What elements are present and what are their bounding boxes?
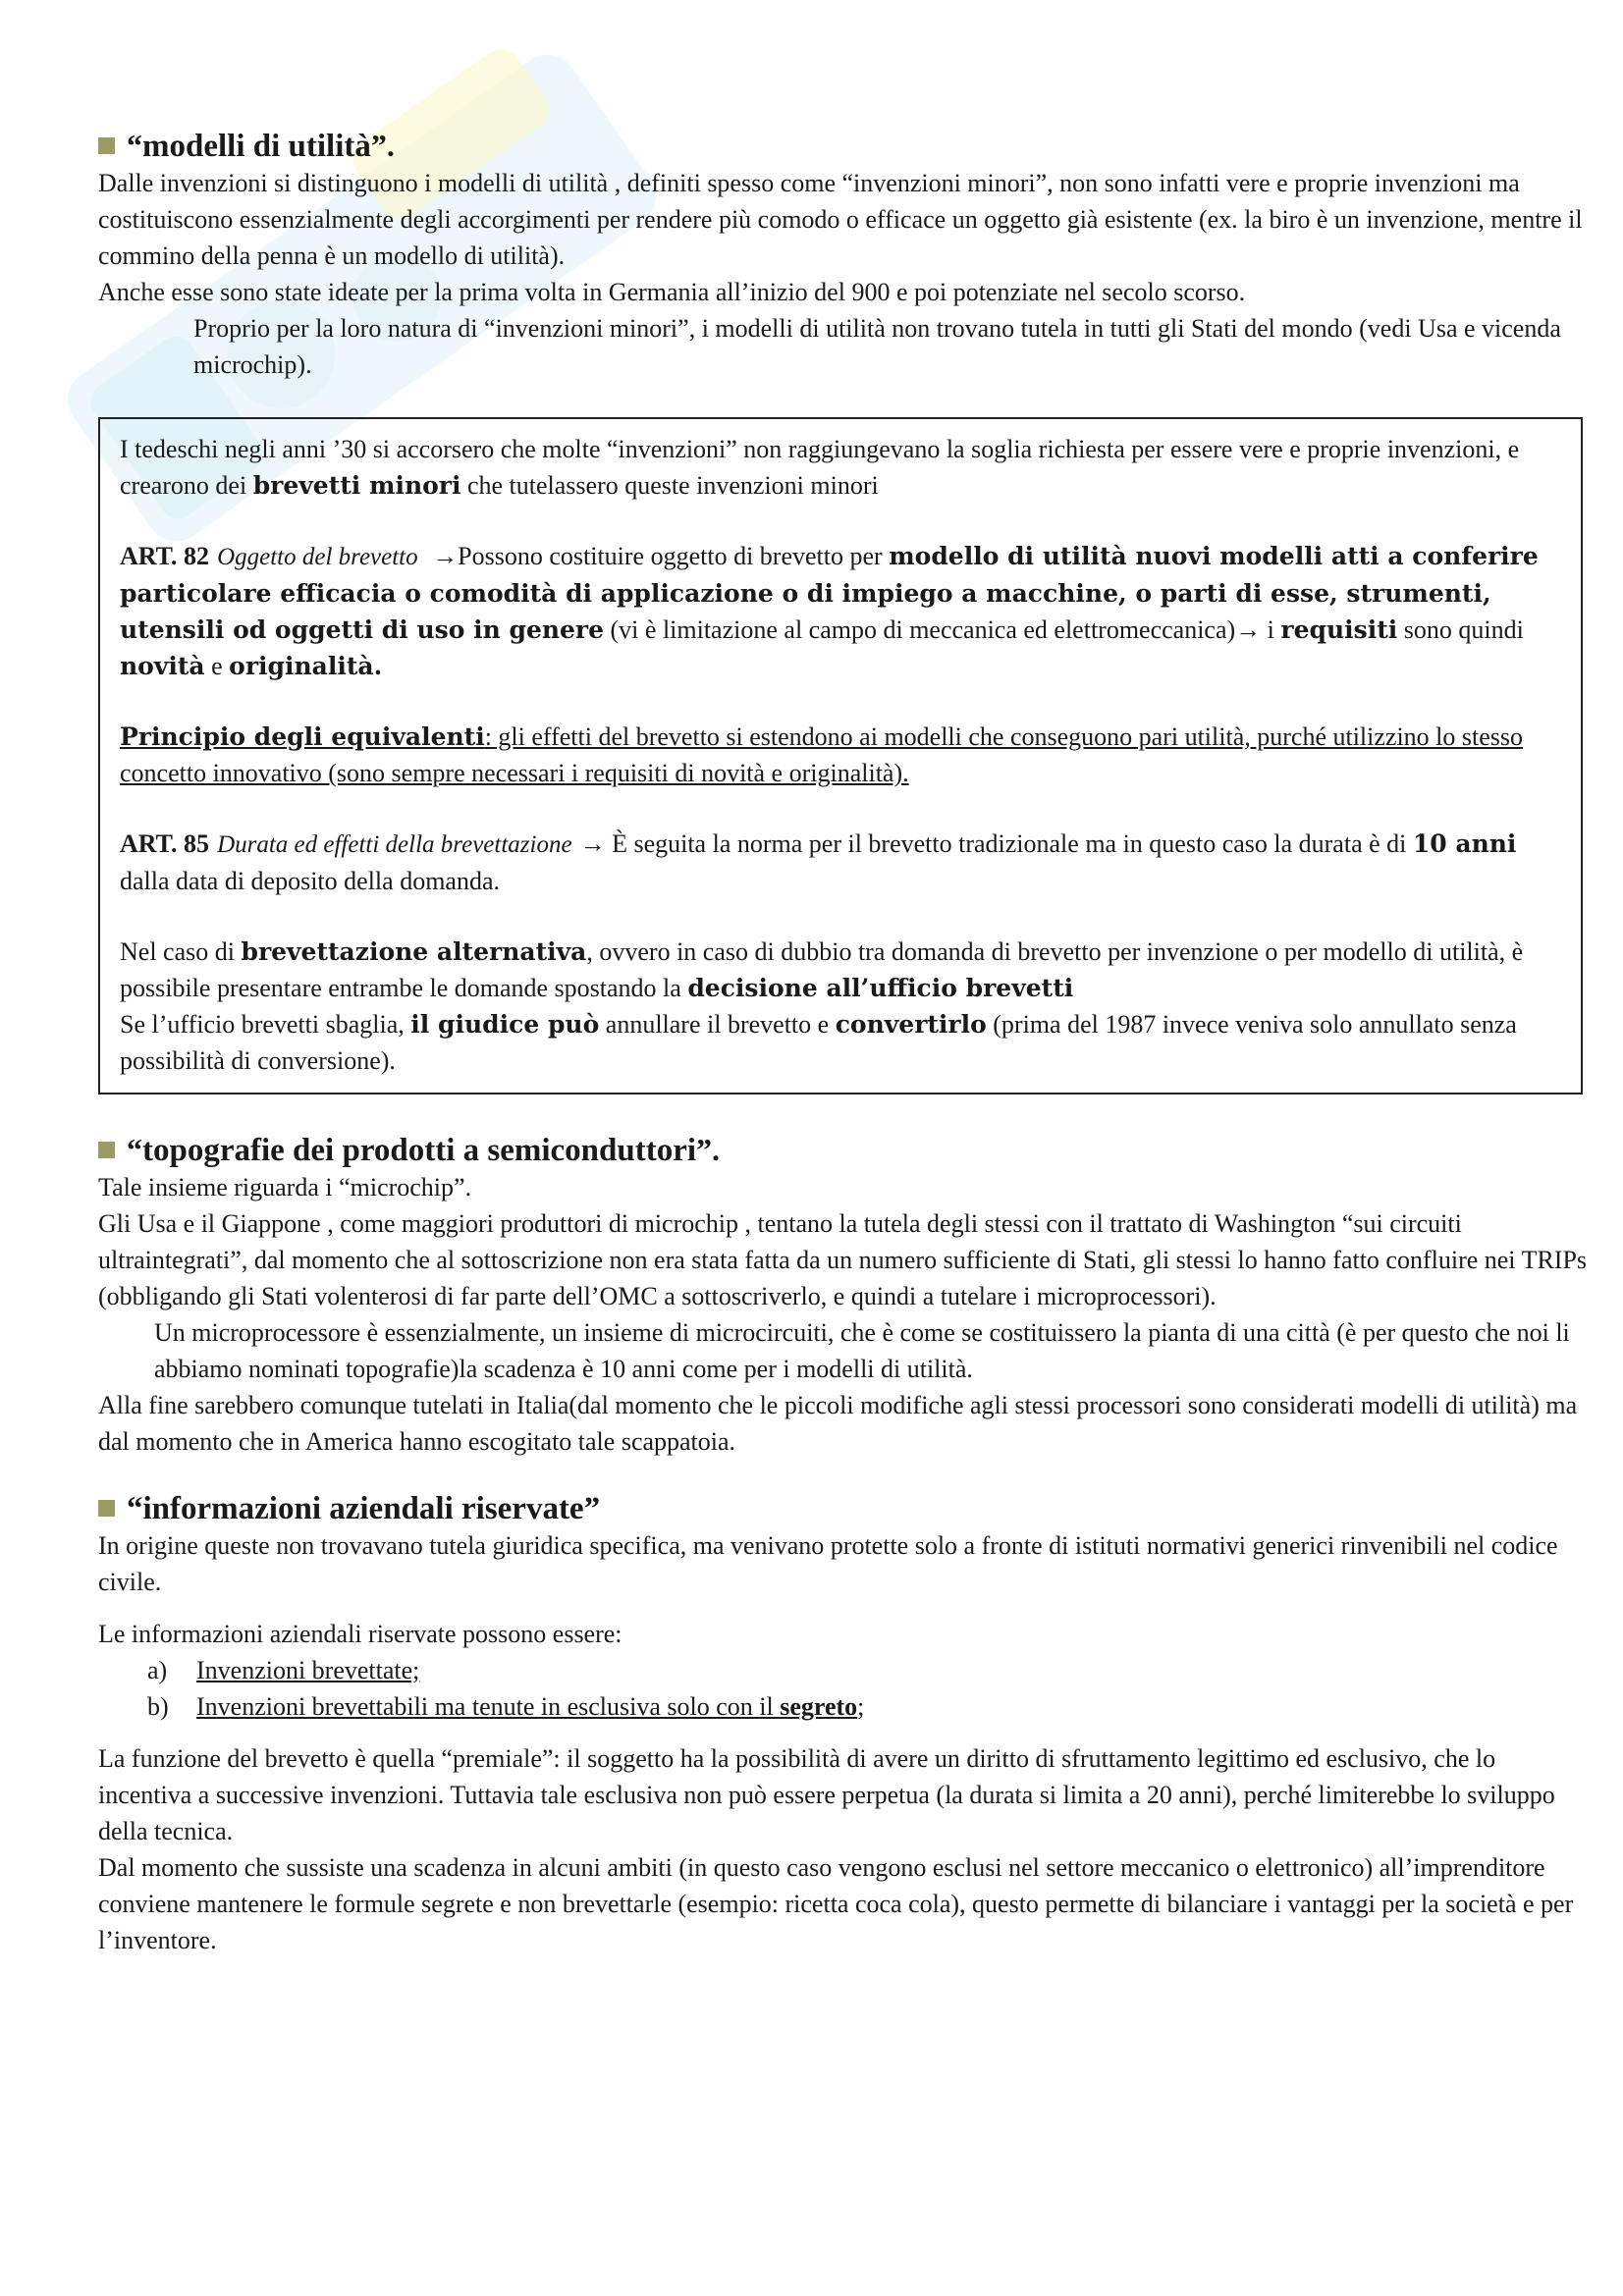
ufficio-brevetti: Se l’ufficio brevetti sbaglia, il giudice può annullare il brevetto e convertirlo (prima del 1987 invece veniva solo annullato senza possibilità di conversione).	[120, 1010, 1517, 1075]
paragraph: Dal momento che sussiste una scadenza in alcuni ambiti (in questo caso vengono esclusi nel settore meccanico o elettronico) all’imprenditore conviene mantenere le formule segrete e non brevettarle (esempio: ricetta coca cola), questo permette di bilanciare i vantaggi per la società e per l’inventore.	[98, 1853, 1574, 1954]
art-82: ART. 82 Oggetto del brevetto →Possono costituire oggetto di brevetto per modello di utilità nuovi modelli atti a conferire particolare efficacia o comodità di applicazione o di impiego a macchine, o parti di esse, strumenti, utensili od oggetti di uso in genere (vi è limitazione al campo di meccanica ed elettromeccanica)→ i requisiti sono quindi novità e originalità.	[120, 542, 1539, 680]
paragraph: Proprio per la loro natura di “invenzioni minori”, i modelli di utilità non trovano tutela in tutti gli Stati del mondo (vedi Usa e vicenda microchip).	[193, 314, 1561, 379]
art-85: ART. 85 Durata ed effetti della brevettazione → È seguita la norma per il brevetto tradizionale ma in questo caso la durata è di 10 anni dalla data di deposito della domanda.	[120, 829, 1517, 895]
paragraph: Anche esse sono state ideate per la prima volta in Germania all’inizio del 900 e poi potenziate nel secolo scorso.	[98, 278, 1246, 306]
square-bullet-icon	[98, 1500, 115, 1517]
square-bullet-icon	[98, 1142, 115, 1158]
principio-equivalenti: Principio degli equivalenti: gli effetti del brevetto si estendono ai modelli che conseguono pari utilità, purché utilizzino lo stesso concetto innovativo (sono sempre necessari i requisiti di novità e originalità).	[120, 722, 1524, 787]
square-bullet-icon	[98, 137, 115, 154]
paragraph: In origine queste non trovavano tutela giuridica specifica, ma venivano protette solo a fronte di istituti normativi generici rinvenibili nel codice civile.	[98, 1531, 1558, 1596]
paragraph: Gli Usa e il Giappone , come maggiori produttori di microchip , tentano la tutela degli stessi con il trattato di Washington “sui circuiti ultraintegrati”, dal momento che al sottoscrizione non era stata fatta da un numero sufficiente di Stati, gli stessi lo hanno fatto confluire nei TRIPs (obbligando gli Stati volenterosi di far parte dell’OMC a sottoscriverlo, e quindi a tutelare i microprocessori).	[98, 1209, 1588, 1310]
paragraph: Dalle invenzioni si distinguono i modelli di utilità , definiti spesso come “invenzioni minori”, non sono infatti vere e proprie invenzioni ma costituiscono essenzialmente degli accorgimenti per rendere più comodo o efficace un oggetto già esistente (ex. la biro è un invenzione, mentre il commino della penna è un modello di utilità).	[98, 169, 1583, 270]
paragraph: Tale insieme riguarda i “microchip”.	[98, 1173, 472, 1201]
paragraph: Un microprocessore è essenzialmente, un insieme di microcircuiti, che è come se costituissero la pianta di una città (è per questo che noi li abbiamo nominati topografie)la scadenza è 10 anni come per i modelli di utilità.	[154, 1318, 1570, 1383]
section-title: “informazioni aziendali riservate”	[127, 1491, 601, 1526]
paragraph: Alla fine sarebbero comunque tutelati in Italia(dal momento che le piccoli modifiche agli stessi processori sono considerati modelli di utilità) ma dal momento che in America hanno escogitato tale scappatoia.	[98, 1391, 1578, 1456]
box-intro: I tedeschi negli anni ’30 si accorsero che molte “invenzioni” non raggiungevano la soglia richiesta per essere vere e proprie invenzioni, e crearono dei brevetti minori che tutelassero queste invenzioni minori	[120, 435, 1520, 500]
paragraph: La funzione del brevetto è quella “premiale”: il soggetto ha la possibilità di avere un diritto di sfruttamento legittimo ed esclusivo, che lo incentiva a successive invenzioni. Tuttavia tale esclusiva non può essere perpetua (la durata si limita a 20 anni), perché limiterebbe lo sviluppo della tecnica.	[98, 1744, 1555, 1845]
section-heading-topografie: “ topografie dei prodotti a semiconduttori ”.	[98, 1132, 1591, 1169]
section-heading-modelli: “ modelli di utilità ”.	[98, 128, 1591, 165]
section-heading-informazioni	[98, 1491, 1591, 1527]
list-item: a) Invenzioni brevettate;	[147, 1656, 420, 1684]
bordered-box	[98, 417, 1583, 1095]
list-item: b) Invenzioni brevettabili ma tenute in esclusiva solo con il segreto;	[147, 1692, 865, 1721]
section-title: topografie dei prodotti a semiconduttori	[142, 1133, 697, 1168]
section-title: modelli di utilità	[142, 129, 371, 164]
document-page	[98, 128, 1591, 1958]
brevettazione-alternativa: Nel caso di brevettazione alternativa, ovvero in caso di dubbio tra domanda di brevetto per invenzione o per modello di utilità, è possibile presentare entrambe le domande spostando la decisione all’ufficio brevetti	[120, 937, 1524, 1002]
paragraph: Le informazioni aziendali riservate possono essere:	[98, 1620, 622, 1648]
list	[98, 1652, 1591, 1725]
